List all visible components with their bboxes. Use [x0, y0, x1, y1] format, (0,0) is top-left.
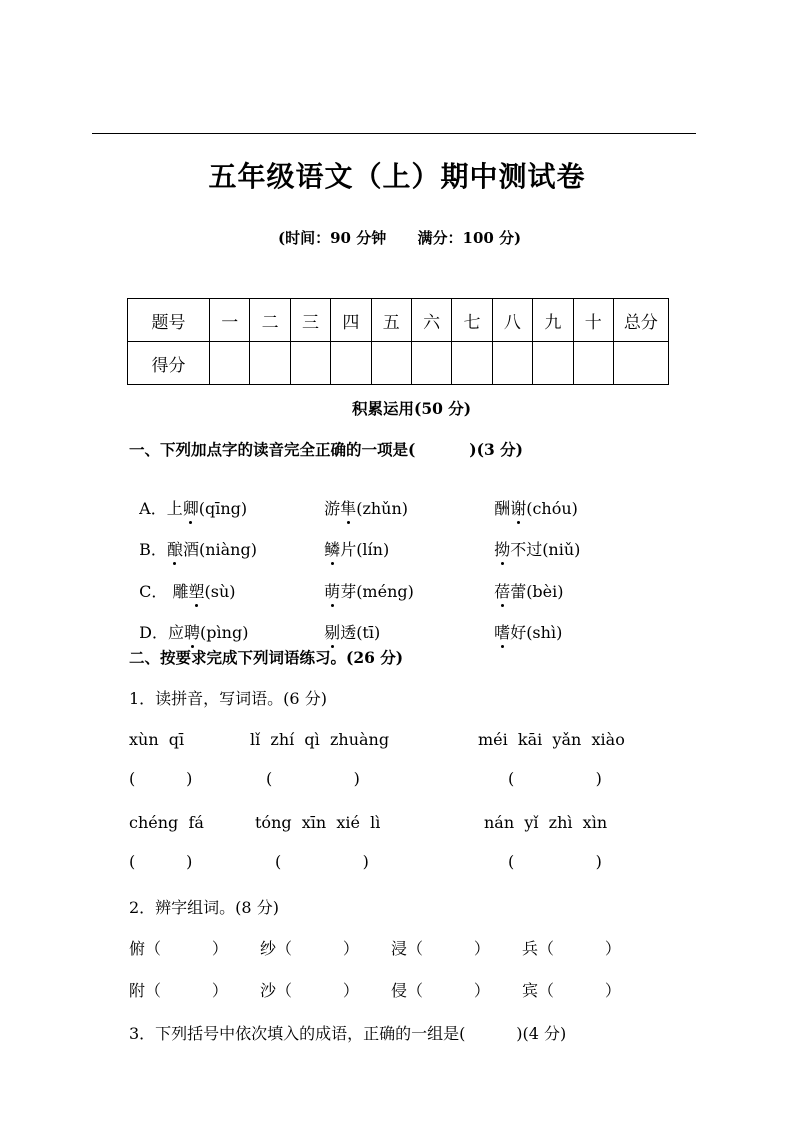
table-cell: 六: [411, 299, 451, 342]
option-d-item-3: [484, 601, 562, 643]
char-pair: 侵（ ）: [391, 981, 490, 1000]
score-table-header-row: [128, 299, 669, 342]
word-part: 游: [324, 499, 341, 518]
dotted-char: 鳞: [324, 537, 340, 560]
char-pair: 纱（ ）: [260, 939, 359, 958]
word-part: 酬: [494, 499, 511, 518]
dotted-char: 塑: [189, 579, 205, 602]
dotted-char: 嗜: [494, 620, 510, 643]
score-cell[interactable]: [613, 342, 668, 385]
char-pair: 浸（ ）: [391, 939, 490, 958]
pinyin: (zhǔn): [356, 499, 409, 518]
option-a: [129, 477, 247, 519]
pinyin-group: xùn qī: [129, 730, 185, 749]
option-b-item-2: [314, 518, 389, 560]
dotted-char: 隼: [340, 496, 356, 519]
option-d-item-2: [314, 601, 380, 643]
table-cell: 总分: [613, 299, 668, 342]
char-pair: 附（ ）: [129, 981, 228, 1000]
table-cell: 八: [492, 299, 532, 342]
table-cell: 得分: [128, 342, 210, 385]
table-cell: 十: [573, 299, 613, 342]
table-cell: 四: [331, 299, 371, 342]
answer-blank[interactable]: ( ): [266, 769, 360, 788]
option-label: C．: [139, 582, 173, 601]
option-label: A．: [139, 499, 167, 518]
pinyin-group: chéng fá: [129, 813, 204, 832]
score-cell[interactable]: [371, 342, 411, 385]
option-d: [129, 601, 248, 643]
table-cell: 九: [533, 299, 573, 342]
sub-question-2: 2．辨字组词。(8 分): [129, 898, 279, 917]
answer-blank[interactable]: ( ): [129, 769, 193, 788]
pinyin: (chóu): [526, 499, 578, 518]
option-c-item-3: [484, 560, 564, 602]
table-cell: 七: [452, 299, 492, 342]
word-part: 雕: [172, 582, 189, 601]
pinyin: (pìng): [200, 623, 249, 642]
dotted-char: 拗: [494, 537, 510, 560]
table-cell: 一: [210, 299, 250, 342]
char-pair: 兵（ ）: [522, 939, 621, 958]
pinyin: 透(tī): [340, 623, 381, 642]
score-cell[interactable]: [452, 342, 492, 385]
score-cell[interactable]: [492, 342, 532, 385]
dotted-char: 蓓: [494, 579, 510, 602]
score-cell[interactable]: [573, 342, 613, 385]
score-table: [127, 298, 669, 385]
section-heading: 积累运用(50 分): [352, 399, 472, 418]
option-a-item-3: [484, 477, 578, 519]
score-table-score-row: [128, 342, 669, 385]
pinyin: 蕾(bèi): [510, 582, 564, 601]
option-label: B．: [139, 540, 167, 559]
table-cell: 三: [290, 299, 330, 342]
table-cell: 二: [250, 299, 290, 342]
char-pair: 沙（ ）: [260, 981, 359, 1000]
page-title: 五年级语文（上）期中测试卷: [208, 160, 586, 193]
option-c-item-2: [314, 560, 414, 602]
pinyin: 酒(niàng): [182, 540, 257, 559]
option-label: D．: [139, 623, 169, 642]
score-cell[interactable]: [250, 342, 290, 385]
option-a-item-2: [314, 477, 408, 519]
pinyin: 芽(méng): [340, 582, 414, 601]
exam-info: (时间：90 分钟 满分：100 分): [278, 229, 522, 247]
char-pair: 俯（ ）: [129, 939, 228, 958]
pinyin-group: nán yǐ zhì xìn: [484, 813, 608, 832]
header-rule: [92, 133, 696, 134]
table-cell: 题号: [128, 299, 210, 342]
pinyin: 片(lín): [340, 540, 390, 559]
option-c: [129, 560, 236, 602]
pinyin: 好(shì): [510, 623, 563, 642]
char-pair: 宾（ ）: [522, 981, 621, 1000]
answer-blank[interactable]: ( ): [129, 852, 193, 871]
dotted-char: 卿: [183, 496, 199, 519]
score-cell[interactable]: [533, 342, 573, 385]
pinyin-group: méi kāi yǎn xiào: [478, 730, 625, 749]
dotted-char: 萌: [324, 579, 340, 602]
score-cell[interactable]: [411, 342, 451, 385]
pinyin-group: tóng xīn xié lì: [255, 813, 381, 832]
pinyin: 不过(niǔ): [510, 540, 581, 559]
pinyin-group: lǐ zhí qì zhuàng: [250, 730, 390, 749]
score-cell[interactable]: [210, 342, 250, 385]
dotted-char: 剔: [324, 620, 340, 643]
sub-question-3: 3．下列括号中依次填入的成语，正确的一组是( )(4 分): [129, 1024, 567, 1043]
option-b-item-3: [484, 518, 580, 560]
answer-blank[interactable]: ( ): [508, 769, 602, 788]
score-cell[interactable]: [331, 342, 371, 385]
question-2-title: 二、按要求完成下列词语练习。(26 分): [129, 648, 404, 667]
pinyin: (sù): [204, 582, 236, 601]
dotted-char: 谢: [510, 496, 526, 519]
word-part: 应: [168, 623, 185, 642]
answer-blank[interactable]: ( ): [508, 852, 602, 871]
dotted-char: 聘: [184, 620, 200, 643]
sub-question-1: 1．读拼音，写词语。(6 分): [129, 689, 327, 708]
question-1-title: 一、下列加点字的读音完全正确的一项是( )(3 分): [129, 440, 523, 459]
pinyin: (qīng): [198, 499, 248, 518]
dotted-char: 酿: [167, 537, 183, 560]
answer-blank[interactable]: ( ): [275, 852, 369, 871]
option-b: [129, 518, 257, 560]
table-cell: 五: [371, 299, 411, 342]
score-cell[interactable]: [290, 342, 330, 385]
word-part: 上: [166, 499, 183, 518]
